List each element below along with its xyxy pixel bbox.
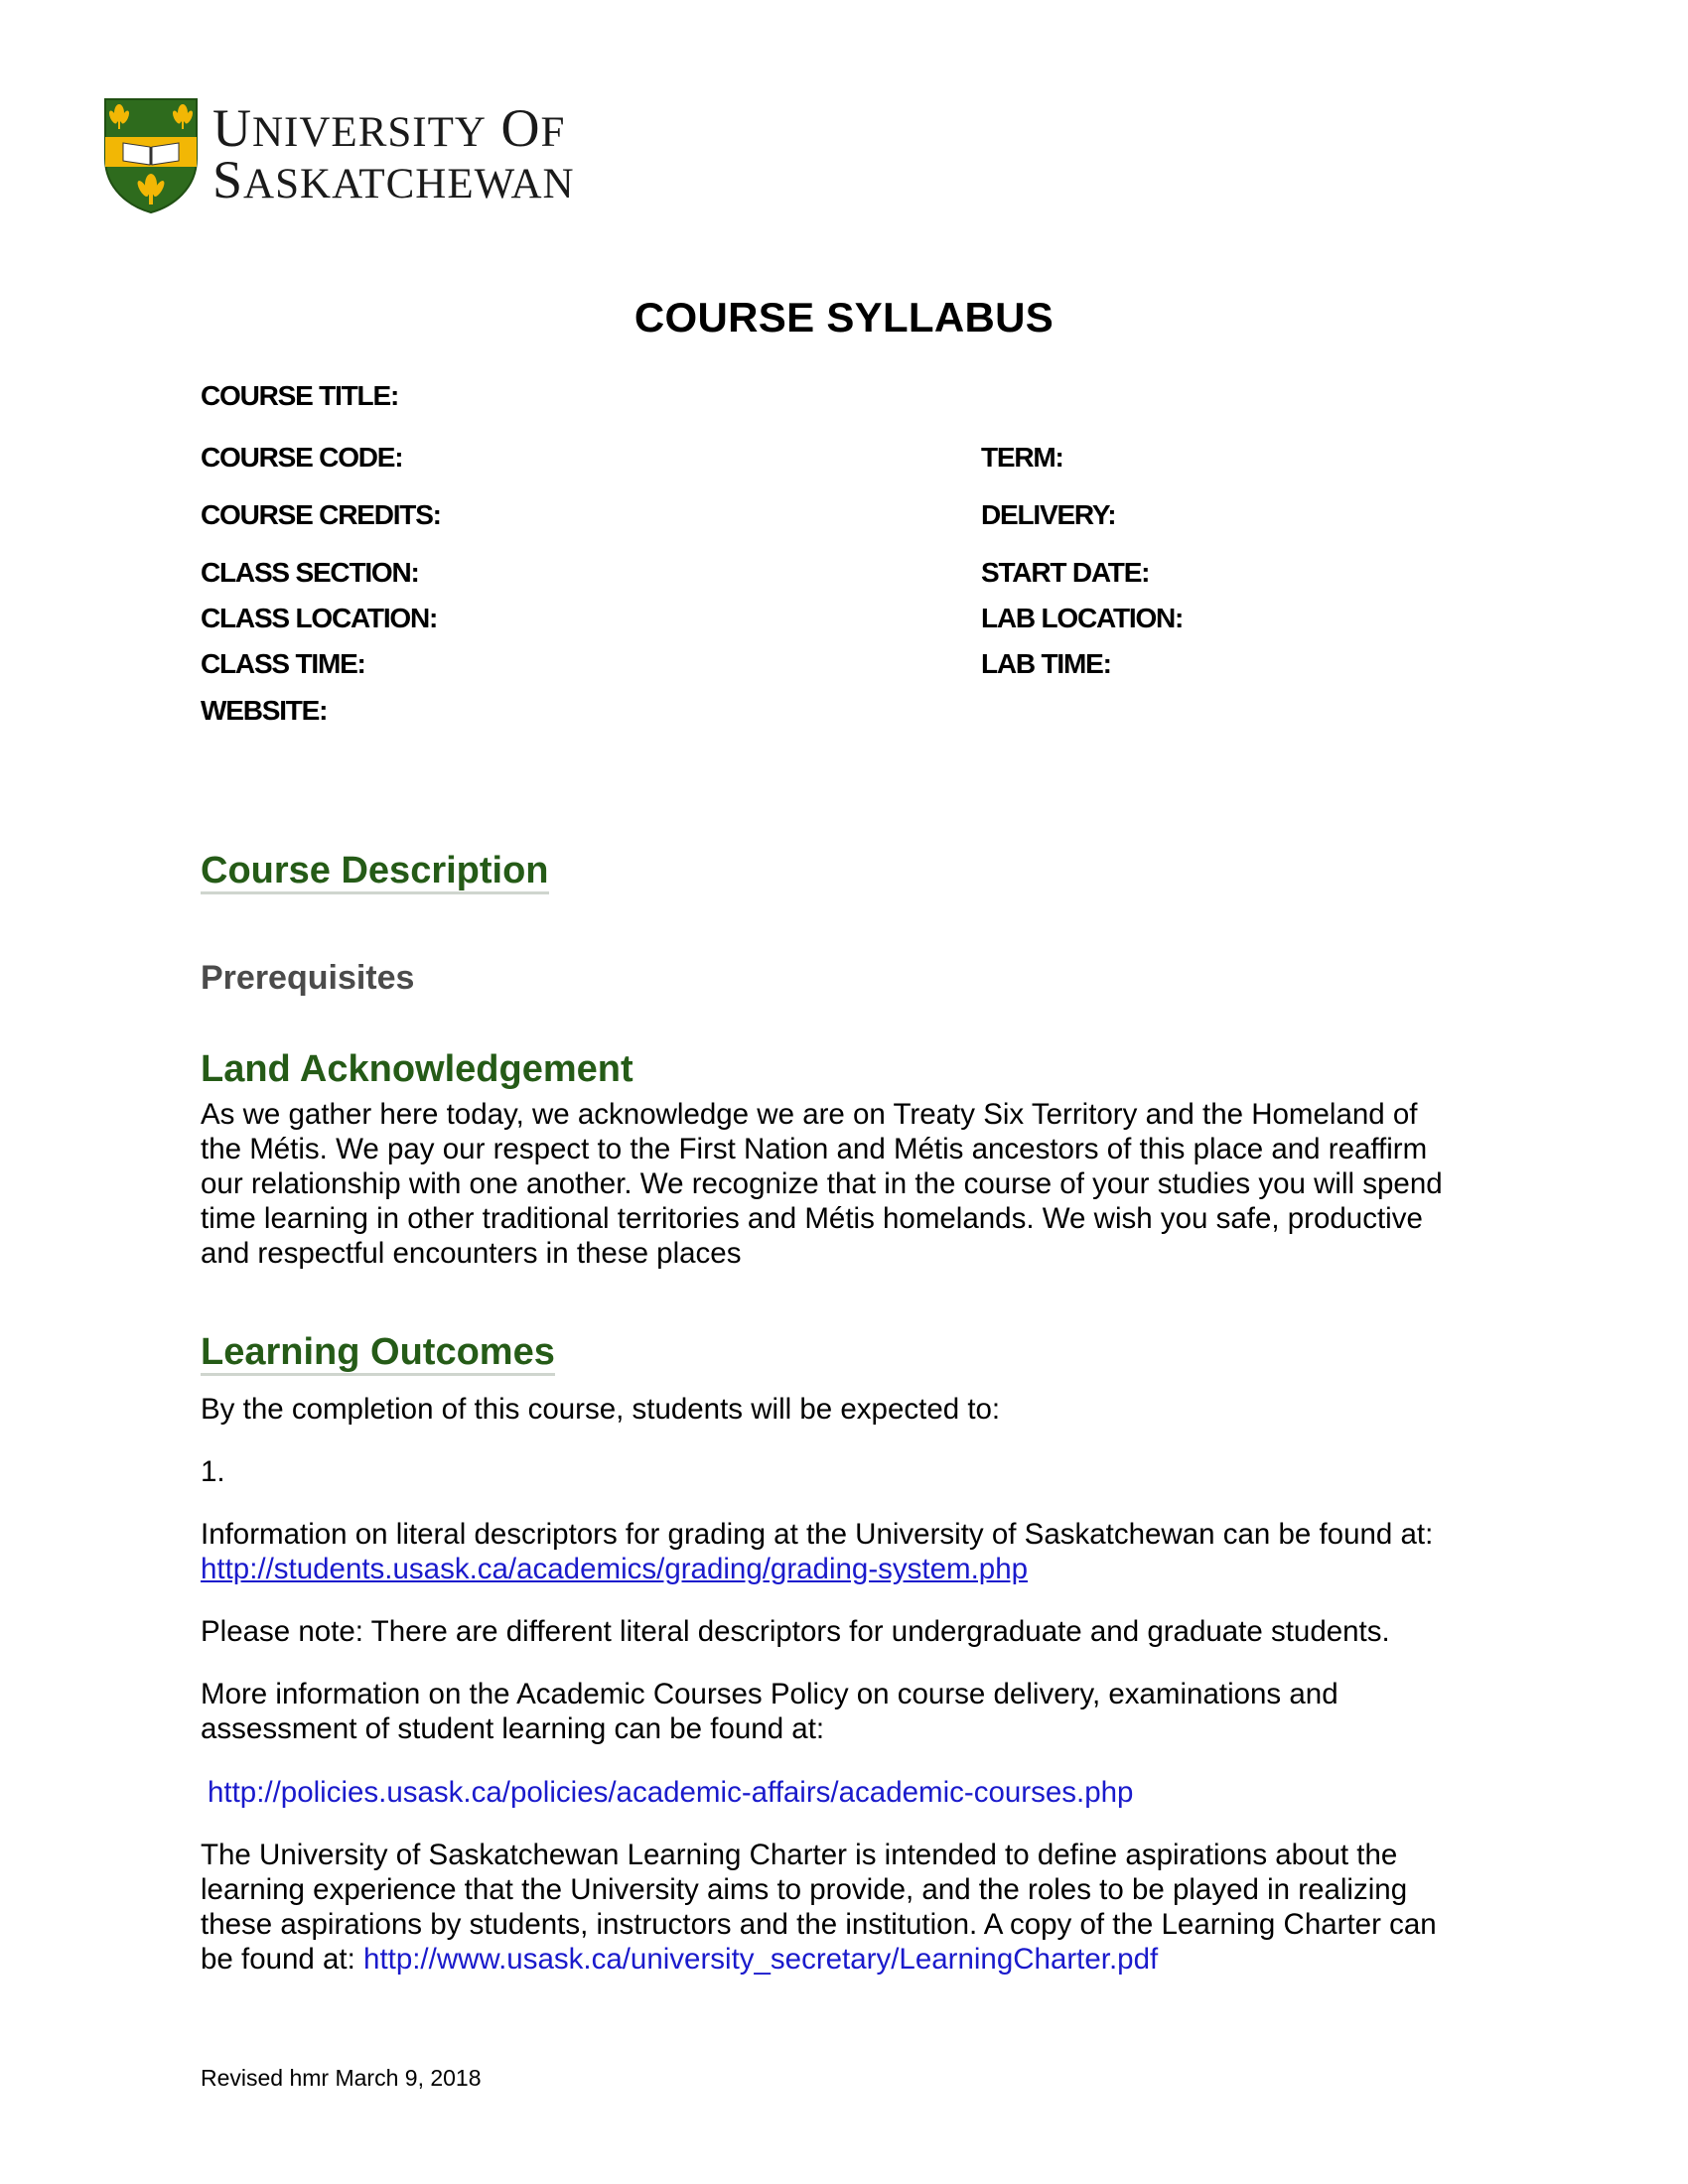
field-class-section: CLASS SECTION: — [201, 557, 419, 588]
learning-charter-link[interactable]: http://www.usask.ca/university_secretary/LearningCharter.pdf — [363, 1943, 1159, 1976]
heading-course-description: Course Description — [201, 852, 549, 894]
logo-text-line1: UNIVERSITY OF — [212, 98, 566, 158]
field-course-code: COURSE CODE: — [201, 442, 403, 473]
field-class-location: CLASS LOCATION: — [201, 603, 438, 633]
land-ack-line: our relationship with one another. We recognize that in the course of your studies you will spend — [201, 1167, 1443, 1200]
charter-line: learning experience that the University aims to provide, and the roles to be played in realizing — [201, 1873, 1408, 1906]
land-ack-line: and respectful encounters in these places — [201, 1237, 742, 1270]
policy-line: assessment of student learning can be found at: — [201, 1712, 825, 1745]
heading-land-acknowledgement: Land Acknowledgement — [201, 1048, 633, 1090]
revision-note: Revised hmr March 9, 2018 — [201, 2065, 482, 2091]
land-ack-line: the Métis. We pay our respect to the First Nation and Métis ancestors of this place and reaffirm — [201, 1133, 1428, 1165]
charter-prefix: be found at: — [201, 1943, 364, 1976]
academic-courses-policy-link[interactable]: http://policies.usask.ca/policies/academic-affairs/academic-courses.php — [208, 1776, 1134, 1809]
field-website: WEBSITE: — [201, 695, 328, 726]
field-lab-location: LAB LOCATION: — [981, 603, 1184, 633]
field-class-time: CLASS TIME: — [201, 648, 365, 679]
field-course-title: COURSE TITLE: — [201, 380, 399, 411]
grading-info — [201, 1517, 1511, 1586]
logo-text-line2: SASKATCHEWAN — [212, 150, 575, 209]
heading-learning-outcomes: Learning Outcomes — [201, 1333, 555, 1376]
heading-prerequisites: Prerequisites — [201, 959, 415, 997]
charter-line: The University of Saskatchewan Learning Charter is intended to define aspirations about the — [201, 1839, 1398, 1871]
policy-line: More information on the Academic Courses Policy on course delivery, examinations and — [201, 1678, 1338, 1710]
outcomes-intro: By the completion of this course, students will be expected to: — [201, 1393, 1001, 1426]
field-lab-time: LAB TIME: — [981, 648, 1111, 679]
descriptors-note: Please note: There are different literal descriptors for undergraduate and graduate students. — [201, 1615, 1390, 1648]
grading-text: Information on literal descriptors for grading at the University of Saskatchewan can be found at: — [201, 1518, 1434, 1551]
field-course-credits: COURSE CREDITS: — [201, 499, 441, 530]
university-logo — [103, 97, 620, 216]
learning-charter-info — [201, 1838, 1511, 1977]
field-term: TERM: — [981, 442, 1063, 473]
policy-link-row — [208, 1775, 1518, 1810]
policy-info — [201, 1677, 1511, 1746]
land-acknowledgement-text — [201, 1097, 1511, 1271]
field-delivery: DELIVERY: — [981, 499, 1116, 530]
field-start-date: START DATE: — [981, 557, 1150, 588]
land-ack-line: time learning in other traditional territories and Métis homelands. We wish you safe, productive — [201, 1202, 1423, 1235]
charter-last-line — [201, 1942, 1511, 1977]
charter-line: these aspirations by students, instructors and the institution. A copy of the Learning Charter can — [201, 1908, 1437, 1941]
grading-system-link[interactable]: http://students.usask.ca/academics/grading/grading-system.php — [201, 1553, 1029, 1585]
page-title: COURSE SYLLABUS — [633, 294, 1055, 341]
outcome-item-1: 1. — [201, 1455, 225, 1488]
land-ack-line: As we gather here today, we acknowledge we are on Treaty Six Territory and the Homeland of — [201, 1098, 1418, 1131]
university-crest-icon — [103, 97, 199, 214]
